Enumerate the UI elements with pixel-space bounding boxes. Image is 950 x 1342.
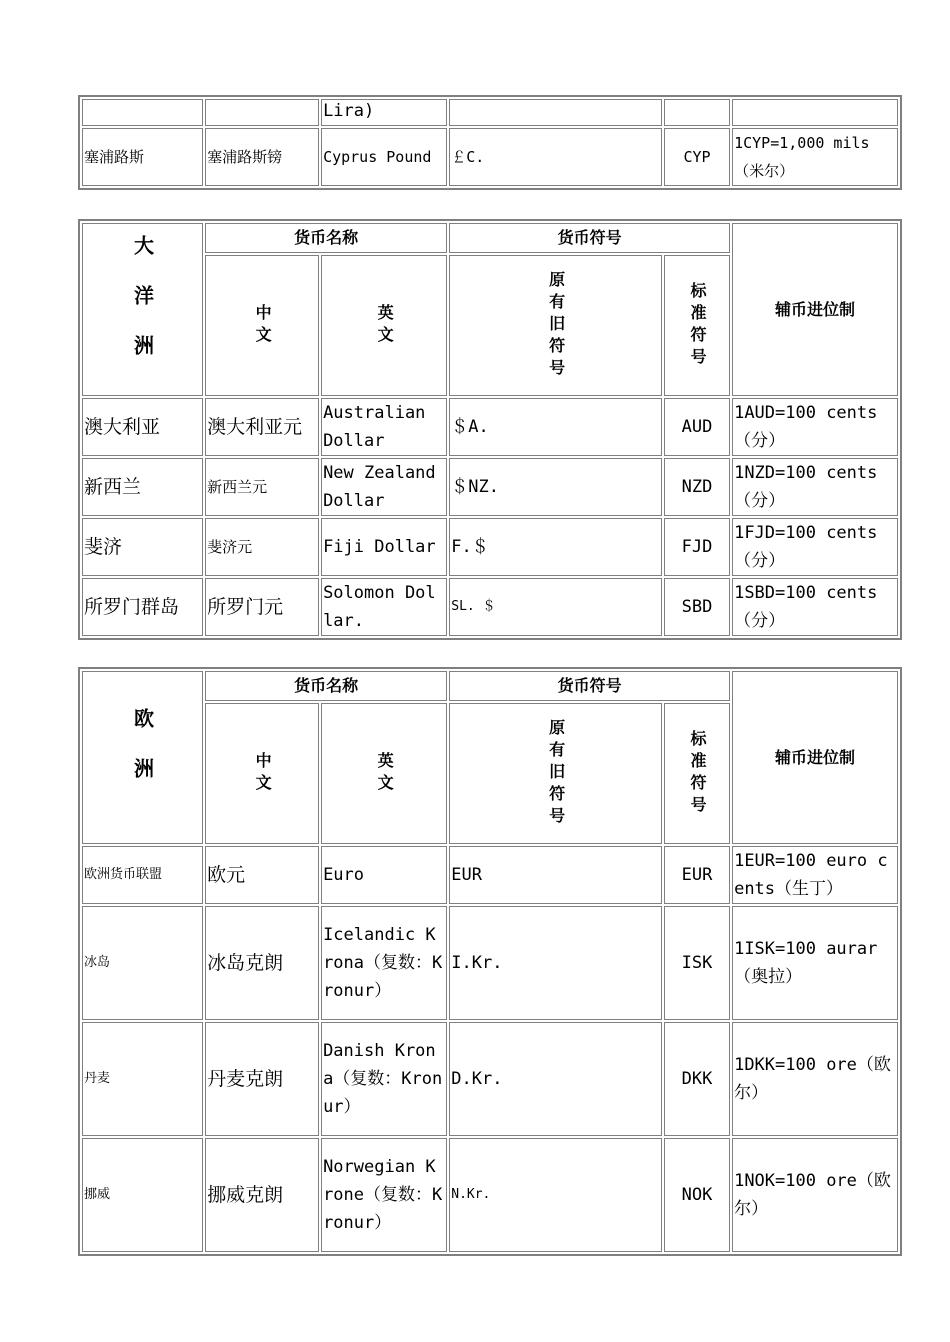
english-header: 英文 [375, 751, 395, 796]
continent-cell [82, 223, 203, 396]
currency-table-continued [78, 95, 902, 190]
chinese-header: 中文 [253, 303, 273, 348]
english-name-cell: Icelandic Krona（复数：Kronur） [321, 906, 447, 1020]
english-name-cell: Norwegian Krone（复数：Kronur） [321, 1138, 447, 1252]
old-symbol-cell [449, 99, 662, 126]
original-symbol-header-cell [449, 703, 662, 844]
subunit-cell: 1SBD=100 cents（分） [732, 578, 898, 636]
subunit-cell: 1NOK=100 ore（欧尔） [732, 1138, 898, 1252]
english-name-cell: Solomon Dollar. [321, 578, 447, 636]
continent-label: 大洋洲 [130, 234, 155, 385]
subunit-cell: 1AUD=100 cents（分） [732, 398, 898, 456]
subunit-header: 辅币进位制 [732, 223, 898, 396]
subunit-cell [732, 99, 898, 126]
table-row [82, 1022, 898, 1136]
region-cell: 挪威 [82, 1138, 203, 1252]
old-symbol-cell: N.Kr. [449, 1138, 662, 1252]
chinese-name-cell: 所罗门元 [205, 578, 319, 636]
english-name-cell: Cyprus Pound [321, 128, 447, 186]
chinese-header: 中文 [253, 751, 273, 796]
region-cell: 所罗门群岛 [82, 578, 203, 636]
standard-symbol-cell: AUD [664, 398, 730, 456]
standard-symbol-header-cell [664, 255, 730, 396]
header-row [82, 671, 898, 701]
standard-symbol-header: 标准符号 [688, 729, 707, 818]
continent-cell [82, 671, 203, 844]
standard-symbol-cell: EUR [664, 846, 730, 904]
chinese-name-cell: 冰岛克朗 [205, 906, 319, 1020]
continent-label: 欧洲 [130, 707, 155, 808]
table-row [82, 578, 898, 636]
subunit-cell: 1EUR=100 euro cents（生丁） [732, 846, 898, 904]
standard-symbol-cell: NOK [664, 1138, 730, 1252]
english-name-cell: Lira) [321, 99, 447, 126]
chinese-name-cell: 澳大利亚元 [205, 398, 319, 456]
standard-symbol-cell: ISK [664, 906, 730, 1020]
english-name-cell: Australian Dollar [321, 398, 447, 456]
english-name-cell: New Zealand Dollar [321, 458, 447, 516]
english-name-cell: Danish Krona（复数：Kronur） [321, 1022, 447, 1136]
english-header-cell [321, 255, 447, 396]
chinese-name-cell [205, 99, 319, 126]
subunit-cell: 1FJD=100 cents（分） [732, 518, 898, 576]
standard-symbol-cell: FJD [664, 518, 730, 576]
original-symbol-header: 原有旧符号 [546, 270, 566, 381]
region-cell: 塞浦路斯 [82, 128, 203, 186]
old-symbol-cell: ￡C. [449, 128, 662, 186]
subunit-cell: 1DKK=100 ore（欧尔） [732, 1022, 898, 1136]
old-symbol-cell: EUR [449, 846, 662, 904]
table-row [82, 518, 898, 576]
currency-symbol-header: 货币符号 [449, 223, 730, 253]
region-cell: 斐济 [82, 518, 203, 576]
subunit-cell: 1ISK=100 aurar（奥拉） [732, 906, 898, 1020]
region-cell: 新西兰 [82, 458, 203, 516]
original-symbol-header-cell [449, 255, 662, 396]
english-name-cell: Fiji Dollar [321, 518, 447, 576]
region-cell [82, 99, 203, 126]
table-row [82, 458, 898, 516]
standard-symbol-cell: CYP [664, 128, 730, 186]
standard-symbol-header-cell [664, 703, 730, 844]
header-row [82, 223, 898, 253]
table-row [82, 846, 898, 904]
standard-symbol-cell: DKK [664, 1022, 730, 1136]
oceania-currency-table [78, 219, 902, 640]
old-symbol-cell: SL. ＄ [449, 578, 662, 636]
english-name-cell: Euro [321, 846, 447, 904]
chinese-name-cell: 斐济元 [205, 518, 319, 576]
original-symbol-header: 原有旧符号 [546, 718, 566, 829]
subunit-header: 辅币进位制 [732, 671, 898, 844]
old-symbol-cell: ＄A. [449, 398, 662, 456]
table-row [82, 906, 898, 1020]
old-symbol-cell: F.＄ [449, 518, 662, 576]
currency-name-header: 货币名称 [205, 671, 447, 701]
subunit-cell: 1NZD=100 cents（分） [732, 458, 898, 516]
old-symbol-cell: ＄NZ. [449, 458, 662, 516]
chinese-name-cell: 塞浦路斯镑 [205, 128, 319, 186]
table-row [82, 398, 898, 456]
chinese-name-cell: 挪威克朗 [205, 1138, 319, 1252]
chinese-name-cell: 新西兰元 [205, 458, 319, 516]
old-symbol-cell: I.Kr. [449, 906, 662, 1020]
region-cell: 丹麦 [82, 1022, 203, 1136]
region-cell: 冰岛 [82, 906, 203, 1020]
chinese-name-cell: 欧元 [205, 846, 319, 904]
region-cell: 欧洲货币联盟 [82, 846, 203, 904]
subunit-cell: 1CYP=1,000 mils（米尔） [732, 128, 898, 186]
chinese-header-cell [205, 255, 319, 396]
chinese-name-cell: 丹麦克朗 [205, 1022, 319, 1136]
chinese-header-cell [205, 703, 319, 844]
region-cell: 澳大利亚 [82, 398, 203, 456]
standard-symbol-cell [664, 99, 730, 126]
currency-symbol-header: 货币符号 [449, 671, 730, 701]
english-header-cell [321, 703, 447, 844]
old-symbol-cell: D.Kr. [449, 1022, 662, 1136]
standard-symbol-header: 标准符号 [688, 281, 707, 370]
english-header: 英文 [375, 303, 395, 348]
europe-currency-table [78, 667, 902, 1256]
table-row [82, 99, 898, 126]
standard-symbol-cell: NZD [664, 458, 730, 516]
table-row [82, 1138, 898, 1252]
table-row [82, 128, 898, 186]
standard-symbol-cell: SBD [664, 578, 730, 636]
currency-name-header: 货币名称 [205, 223, 447, 253]
